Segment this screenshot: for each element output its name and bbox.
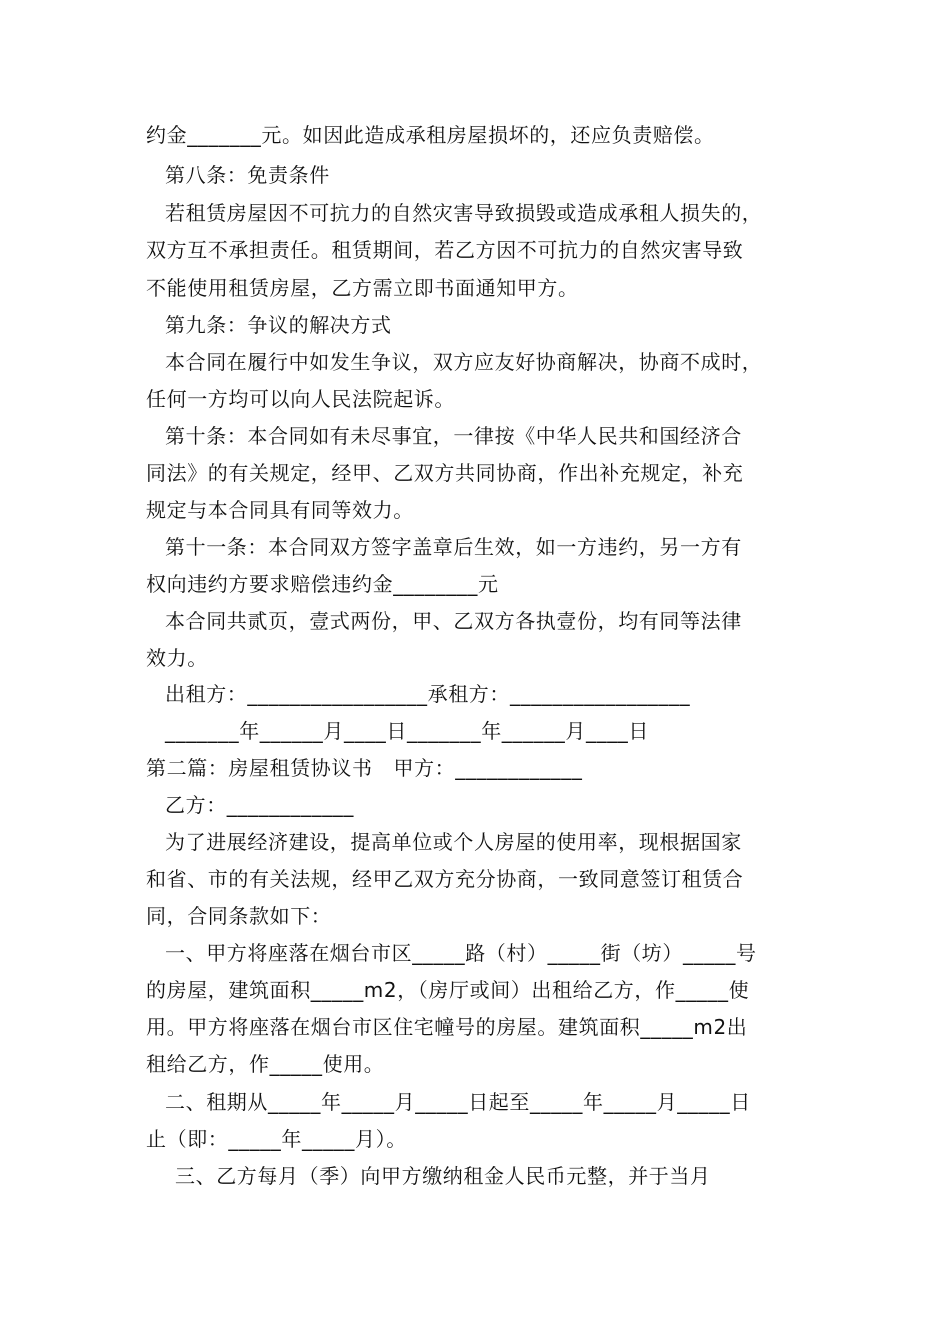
text-line: 用。甲方将座落在烟台市区住宅幢号的房屋。建筑面积_____m2出 bbox=[146, 1015, 748, 1039]
text-line: 第十条：本合同如有未尽事宜，一律按《中华人民共和国经济合 bbox=[165, 424, 742, 448]
text-line: 租给乙方，作_____使用。 bbox=[146, 1052, 385, 1076]
text-line: 不能使用租赁房屋，乙方需立即书面通知甲方。 bbox=[146, 276, 579, 300]
section-heading: 第九条：争议的解决方式 bbox=[165, 313, 392, 337]
text-line: 一、甲方将座落在烟台市区_____路（村）_____街（坊）_____号 bbox=[165, 941, 757, 965]
text-line: 本合同在履行中如发生争议，双方应友好协商解决，协商不成时， bbox=[165, 350, 763, 374]
text-line: 效力。 bbox=[146, 646, 208, 670]
text-line: 止（即：_____年_____月）。 bbox=[146, 1127, 407, 1151]
text-line: 本合同共贰页，壹式两份，甲、乙双方各执壹份，均有同等法律 bbox=[165, 609, 742, 633]
text-line: 和省、市的有关法规，经甲乙双方充分协商，一致同意签订租赁合 bbox=[146, 867, 744, 891]
text-line: 同，合同条款如下： bbox=[146, 904, 332, 928]
text-line: 双方互不承担责任。租赁期间，若乙方因不可抗力的自然灾害导致 bbox=[146, 238, 744, 262]
text-line: 同法》的有关规定，经甲、乙双方共同协商，作出补充规定，补充 bbox=[146, 461, 744, 485]
date-line: _______年______月____日_______年______月____日 bbox=[165, 719, 649, 743]
party-line: 乙方：____________ bbox=[165, 793, 354, 817]
signature-line: 出租方：_________________承租方：_________________ bbox=[165, 682, 691, 706]
text-line: 为了进展经济建设，提高单位或个人房屋的使用率，现根据国家 bbox=[165, 830, 742, 854]
text-line: 约金_______元。如因此造成承租房屋损坏的，还应负责赔偿。 bbox=[146, 123, 715, 147]
section-heading: 第八条：免责条件 bbox=[165, 163, 330, 187]
text-line: 任何一方均可以向人民法院起诉。 bbox=[146, 387, 455, 411]
text-line: 规定与本合同具有同等效力。 bbox=[146, 498, 414, 522]
text-line: 三、乙方每月（季）向甲方缴纳租金人民币元整，并于当月 bbox=[175, 1164, 711, 1188]
text-line: 权向违约方要求赔偿违约金________元 bbox=[146, 572, 499, 596]
text-line: 若租赁房屋因不可抗力的自然灾害导致损毁或造成承租人损失的， bbox=[165, 201, 763, 225]
text-line: 二、租期从_____年_____月_____日起至_____年_____月_____日 bbox=[165, 1090, 751, 1114]
text-line: 的房屋，建筑面积_____m2，（房厅或间）出租给乙方，作_____使 bbox=[146, 978, 750, 1002]
section-heading: 第二篇：房屋租赁协议书 甲方：____________ bbox=[146, 756, 583, 780]
text-line: 第十一条：本合同双方签字盖章后生效，如一方违约，另一方有 bbox=[165, 535, 742, 559]
